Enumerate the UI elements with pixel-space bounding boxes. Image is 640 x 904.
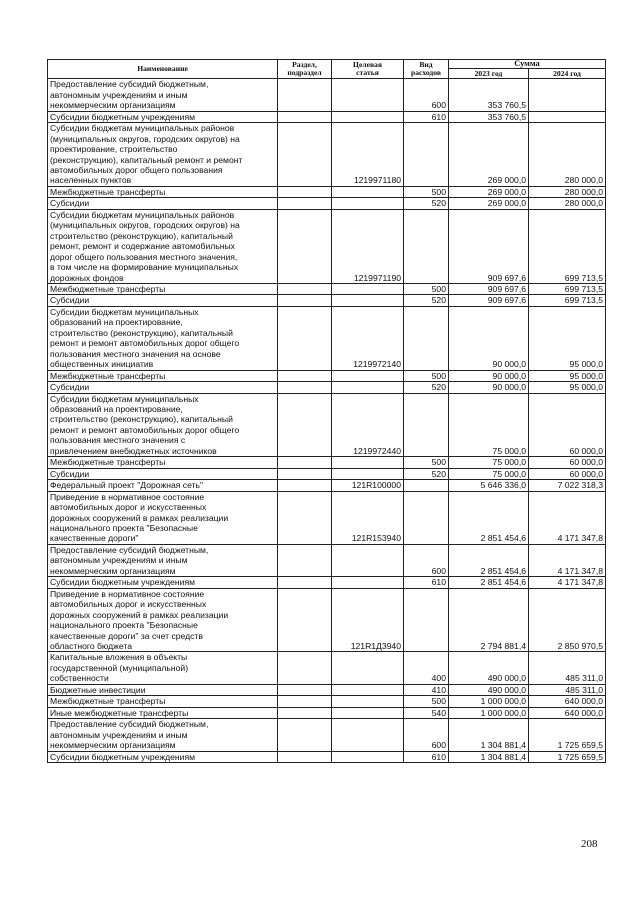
- cell-section: [278, 306, 332, 370]
- cell-sum-2024: [529, 111, 606, 122]
- cell-section: [278, 79, 332, 111]
- cell-sum-2024: 60 000,0: [529, 393, 606, 457]
- cell-sum-2023: 5 646 336,0: [449, 480, 529, 491]
- cell-type: 520: [404, 198, 449, 209]
- cell-target: 1219971180: [332, 123, 404, 187]
- cell-type: 520: [404, 295, 449, 306]
- cell-type: 500: [404, 284, 449, 295]
- cell-target: [332, 79, 404, 111]
- cell-type: 520: [404, 382, 449, 393]
- cell-target: 121R1Д3940: [332, 588, 404, 652]
- cell-type: [404, 480, 449, 491]
- cell-section: [278, 457, 332, 468]
- page-number: 208: [581, 838, 598, 850]
- cell-type: 500: [404, 457, 449, 468]
- cell-section: [278, 284, 332, 295]
- cell-sum-2023: 75 000,0: [449, 393, 529, 457]
- cell-sum-2023: 909 697,6: [449, 209, 529, 283]
- header-target: Целевая статья: [332, 60, 404, 79]
- cell-sum-2024: 4 171 347,8: [529, 491, 606, 544]
- cell-name: Субсидии бюджетам муниципальных образований на проектирование, строительство (реконструкцию), капитальный ремонт и ремонт автомобильных дорог общего пользования местного значения на основе общественных инициатив: [48, 306, 278, 370]
- cell-sum-2024: 95 000,0: [529, 306, 606, 370]
- cell-sum-2023: 909 697,6: [449, 284, 529, 295]
- table-row: [48, 111, 606, 122]
- cell-target: [332, 468, 404, 479]
- cell-type: 540: [404, 707, 449, 718]
- cell-name: Бюджетные инвестиции: [48, 684, 278, 695]
- cell-section: [278, 198, 332, 209]
- table-row: [48, 491, 606, 544]
- cell-target: 1219972140: [332, 306, 404, 370]
- table-row: [48, 198, 606, 209]
- cell-name: Субсидии: [48, 295, 278, 306]
- cell-type: 500: [404, 186, 449, 197]
- cell-sum-2024: [529, 79, 606, 111]
- cell-sum-2024: 95 000,0: [529, 382, 606, 393]
- cell-sum-2024: 699 713,5: [529, 284, 606, 295]
- cell-sum-2024: 640 000,0: [529, 696, 606, 707]
- cell-type: [404, 306, 449, 370]
- cell-sum-2023: 269 000,0: [449, 198, 529, 209]
- cell-sum-2024: 485 311,0: [529, 652, 606, 684]
- cell-type: 520: [404, 468, 449, 479]
- table-body: [48, 79, 606, 763]
- cell-name: Предоставление субсидий бюджетным, автономным учреждениям и иным некоммерческим организациям: [48, 719, 278, 751]
- header-section: Раздел, подраздел: [278, 60, 332, 79]
- cell-sum-2023: 269 000,0: [449, 186, 529, 197]
- table-row: [48, 696, 606, 707]
- cell-section: [278, 684, 332, 695]
- cell-sum-2023: 1 304 881,4: [449, 751, 529, 762]
- table-row: [48, 480, 606, 491]
- cell-name: Федеральный проект "Дорожная сеть": [48, 480, 278, 491]
- table-row: [48, 79, 606, 111]
- table-row: [48, 284, 606, 295]
- cell-sum-2024: 60 000,0: [529, 457, 606, 468]
- cell-type: 500: [404, 696, 449, 707]
- table-row: [48, 751, 606, 762]
- cell-section: [278, 123, 332, 187]
- cell-sum-2023: 1 000 000,0: [449, 707, 529, 718]
- table-row: [48, 707, 606, 718]
- cell-sum-2023: 2 851 454,6: [449, 491, 529, 544]
- cell-name: Межбюджетные трансферты: [48, 696, 278, 707]
- cell-sum-2023: 353 760,5: [449, 79, 529, 111]
- cell-type: 400: [404, 652, 449, 684]
- cell-type: 410: [404, 684, 449, 695]
- table-row: [48, 544, 606, 576]
- cell-sum-2023: 1 000 000,0: [449, 696, 529, 707]
- cell-sum-2023: 909 697,6: [449, 295, 529, 306]
- cell-sum-2023: 269 000,0: [449, 123, 529, 187]
- cell-target: [332, 186, 404, 197]
- cell-target: [332, 111, 404, 122]
- cell-target: [332, 707, 404, 718]
- table-header: [48, 60, 606, 79]
- cell-section: [278, 588, 332, 652]
- cell-sum-2024: 640 000,0: [529, 707, 606, 718]
- cell-sum-2023: 75 000,0: [449, 457, 529, 468]
- cell-sum-2023: 90 000,0: [449, 382, 529, 393]
- cell-sum-2024: 60 000,0: [529, 468, 606, 479]
- table-row: [48, 457, 606, 468]
- cell-target: [332, 295, 404, 306]
- cell-sum-2024: 4 171 347,8: [529, 544, 606, 576]
- budget-table: [47, 59, 606, 763]
- cell-sum-2023: 2 851 454,6: [449, 544, 529, 576]
- cell-sum-2023: 353 760,5: [449, 111, 529, 122]
- cell-type: 600: [404, 544, 449, 576]
- cell-name: Субсидии бюджетам муниципальных образований на проектирование, строительство (реконструкцию), капитальный ремонт и ремонт автомобильных дорог общего пользования местного значения с привлечением внебюджетных источников: [48, 393, 278, 457]
- cell-section: [278, 696, 332, 707]
- cell-sum-2023: 2 794 881,4: [449, 588, 529, 652]
- cell-name: Субсидии: [48, 468, 278, 479]
- cell-sum-2024: 699 713,5: [529, 209, 606, 283]
- cell-target: [332, 652, 404, 684]
- cell-target: [332, 544, 404, 576]
- cell-target: [332, 370, 404, 381]
- cell-section: [278, 393, 332, 457]
- cell-sum-2024: 95 000,0: [529, 370, 606, 381]
- cell-sum-2024: 280 000,0: [529, 123, 606, 187]
- cell-sum-2024: 4 171 347,8: [529, 577, 606, 588]
- cell-target: [332, 719, 404, 751]
- cell-name: Субсидии бюджетным учреждениям: [48, 111, 278, 122]
- cell-name: Капитальные вложения в объекты государственной (муниципальной) собственности: [48, 652, 278, 684]
- cell-name: Межбюджетные трансферты: [48, 284, 278, 295]
- cell-type: 600: [404, 79, 449, 111]
- table-row: [48, 393, 606, 457]
- table-row: [48, 295, 606, 306]
- cell-sum-2024: 1 725 659,5: [529, 751, 606, 762]
- table-row: [48, 186, 606, 197]
- cell-section: [278, 491, 332, 544]
- cell-section: [278, 370, 332, 381]
- cell-sum-2023: 90 000,0: [449, 370, 529, 381]
- cell-target: [332, 684, 404, 695]
- cell-section: [278, 652, 332, 684]
- cell-type: 610: [404, 751, 449, 762]
- cell-name: Субсидии: [48, 198, 278, 209]
- cell-name: Иные межбюджетные трансферты: [48, 707, 278, 718]
- cell-name: Предоставление субсидий бюджетным, автономным учреждениям и иным некоммерческим организациям: [48, 544, 278, 576]
- cell-section: [278, 295, 332, 306]
- cell-section: [278, 382, 332, 393]
- cell-section: [278, 480, 332, 491]
- table-row: [48, 588, 606, 652]
- table-row: [48, 209, 606, 283]
- cell-section: [278, 186, 332, 197]
- cell-sum-2023: 490 000,0: [449, 652, 529, 684]
- cell-section: [278, 577, 332, 588]
- cell-type: 610: [404, 111, 449, 122]
- cell-sum-2023: 2 851 454,6: [449, 577, 529, 588]
- cell-name: Субсидии бюджетным учреждениям: [48, 751, 278, 762]
- cell-type: [404, 393, 449, 457]
- cell-name: Субсидии бюджетам муниципальных районов (муниципальных округов, городских округов) на строительство (реконструкцию), капитальный ремонт, ремонт и содержание автомобильных дорог общего пользования местного значения, в том числе на формирование муниципальных дорожных фондов: [48, 209, 278, 283]
- table-row: [48, 123, 606, 187]
- table-row: [48, 719, 606, 751]
- cell-section: [278, 468, 332, 479]
- cell-name: Субсидии бюджетам муниципальных районов (муниципальных округов, городских округов) на проектирование, строительство (реконструкцию), капитальный ремонт и ремонт автомобильных дорог общего пользования населенных пунктов: [48, 123, 278, 187]
- cell-name: Предоставление субсидий бюджетным, автономным учреждениям и иным некоммерческим организациям: [48, 79, 278, 111]
- table-row: [48, 652, 606, 684]
- table-row: [48, 370, 606, 381]
- cell-sum-2023: 490 000,0: [449, 684, 529, 695]
- cell-target: [332, 457, 404, 468]
- cell-type: [404, 123, 449, 187]
- table-row: [48, 684, 606, 695]
- cell-target: [332, 198, 404, 209]
- cell-type: 610: [404, 577, 449, 588]
- cell-name: Субсидии бюджетным учреждениям: [48, 577, 278, 588]
- cell-name: Приведение в нормативное состояние автомобильных дорог и искусственных дорожных сооружений в рамках реализации национального проекта "Безопасные качественные дороги": [48, 491, 278, 544]
- cell-sum-2024: 485 311,0: [529, 684, 606, 695]
- cell-sum-2024: 280 000,0: [529, 186, 606, 197]
- table-row: [48, 306, 606, 370]
- cell-name: Субсидии: [48, 382, 278, 393]
- header-type: Вид расходов: [404, 60, 449, 79]
- cell-sum-2023: 1 304 881,4: [449, 719, 529, 751]
- cell-section: [278, 751, 332, 762]
- cell-target: 1219972440: [332, 393, 404, 457]
- cell-target: [332, 577, 404, 588]
- cell-sum-2024: 7 022 318,3: [529, 480, 606, 491]
- header-year-2023: 2023 год: [449, 69, 529, 79]
- cell-section: [278, 707, 332, 718]
- cell-type: [404, 588, 449, 652]
- cell-target: [332, 696, 404, 707]
- table-row: [48, 382, 606, 393]
- cell-sum-2024: 2 850 970,5: [529, 588, 606, 652]
- table-row: [48, 577, 606, 588]
- cell-sum-2023: 90 000,0: [449, 306, 529, 370]
- cell-target: [332, 284, 404, 295]
- header-year-2024: 2024 год: [529, 69, 606, 79]
- cell-section: [278, 111, 332, 122]
- header-sum: Сумма: [449, 60, 606, 69]
- cell-section: [278, 209, 332, 283]
- cell-name: Межбюджетные трансферты: [48, 186, 278, 197]
- header-name: Наименование: [48, 60, 278, 79]
- cell-target: [332, 382, 404, 393]
- cell-sum-2024: 699 713,5: [529, 295, 606, 306]
- cell-target: 121R100000: [332, 480, 404, 491]
- cell-sum-2024: 1 725 659,5: [529, 719, 606, 751]
- cell-type: [404, 209, 449, 283]
- cell-target: [332, 751, 404, 762]
- cell-type: [404, 491, 449, 544]
- cell-target: 121R153940: [332, 491, 404, 544]
- cell-target: 1219971190: [332, 209, 404, 283]
- cell-name: Межбюджетные трансферты: [48, 457, 278, 468]
- cell-type: 500: [404, 370, 449, 381]
- cell-section: [278, 719, 332, 751]
- cell-section: [278, 544, 332, 576]
- cell-name: Приведение в нормативное состояние автомобильных дорог и искусственных дорожных сооружений в рамках реализации национального проекта "Безопасные качественные дороги" за счет средств областного бюджета: [48, 588, 278, 652]
- cell-sum-2023: 75 000,0: [449, 468, 529, 479]
- cell-name: Межбюджетные трансферты: [48, 370, 278, 381]
- table-row: [48, 468, 606, 479]
- cell-type: 600: [404, 719, 449, 751]
- cell-sum-2024: 280 000,0: [529, 198, 606, 209]
